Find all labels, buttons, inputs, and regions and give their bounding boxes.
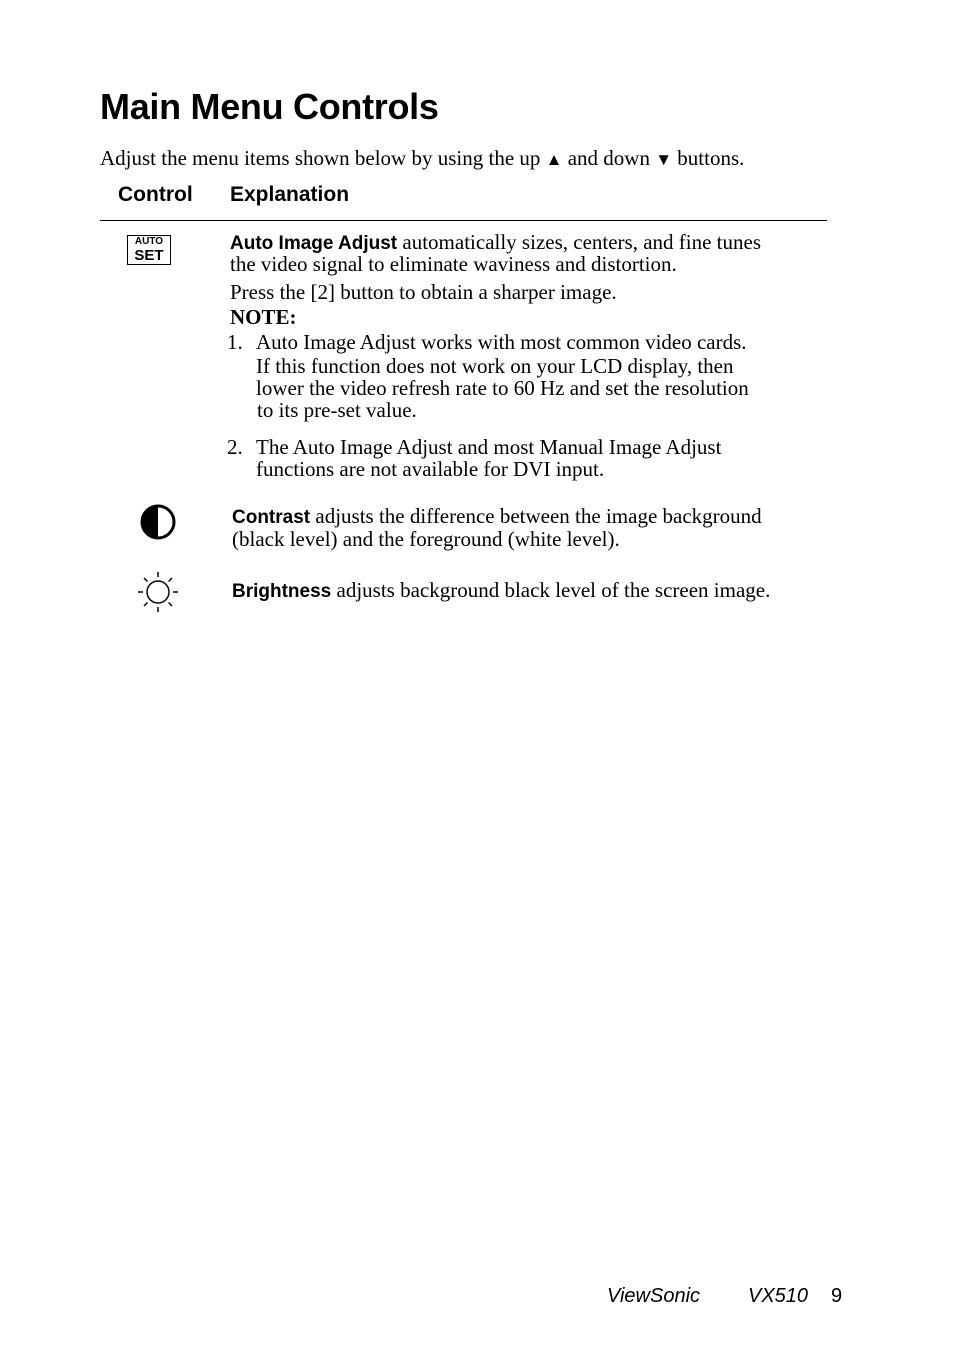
note2-number: 2.	[227, 435, 243, 459]
down-arrow-icon: ▼	[655, 150, 673, 169]
intro-before-up: Adjust the menu items shown below by using the up	[100, 146, 541, 170]
footer-brand: ViewSonic	[607, 1285, 701, 1307]
footer-model: VX510	[748, 1285, 809, 1307]
note1-line: lower the video refresh rate to 60 Hz and set the resolution	[256, 376, 749, 400]
contrast-desc2: (black level) and the foreground (white level).	[232, 527, 620, 551]
brightness-term: Brightness	[232, 581, 332, 602]
brightness-line	[232, 579, 770, 603]
contrast-term: Contrast	[232, 507, 311, 528]
intro-middle: and down	[567, 146, 650, 170]
auto-set-icon-bottom: SET	[134, 247, 164, 264]
note1-line: Auto Image Adjust works with most common video cards.	[256, 330, 747, 354]
auto-set-icon	[127, 235, 171, 265]
intro-text	[100, 146, 744, 171]
note-label: NOTE:	[230, 305, 297, 329]
note2-line: The Auto Image Adjust and most Manual Image Adjust	[256, 435, 722, 459]
contrast-icon	[139, 503, 177, 541]
note1-line: If this function does not work on your LCD display, then	[256, 354, 734, 378]
auto-set-icon-top: AUTO	[134, 236, 164, 247]
auto-image-adjust-press: Press the [2] button to obtain a sharper image.	[230, 280, 617, 304]
note1-line: to its pre-set value.	[257, 398, 417, 422]
header-rule	[100, 220, 827, 221]
note1-number: 1.	[227, 330, 243, 354]
auto-image-adjust-term: Auto Image Adjust	[230, 233, 398, 254]
page-title: Main Menu Controls	[100, 86, 439, 127]
brightness-desc: adjusts background black level of the screen image.	[336, 578, 771, 602]
footer-page-number: 9	[831, 1285, 843, 1307]
note2-line: functions are not available for DVI input.	[256, 457, 605, 481]
auto-image-adjust-desc2: the video signal to eliminate waviness and distortion.	[230, 252, 677, 276]
intro-after: buttons.	[677, 146, 745, 170]
brightness-icon	[137, 572, 179, 612]
up-arrow-icon: ▲	[545, 150, 563, 169]
header-control: Control	[118, 183, 193, 206]
auto-image-adjust-desc1: automatically sizes, centers, and fine tunes	[402, 230, 762, 254]
contrast-desc1: adjusts the difference between the image background	[315, 504, 762, 528]
header-explanation: Explanation	[230, 183, 350, 206]
contrast-line1	[232, 505, 762, 529]
